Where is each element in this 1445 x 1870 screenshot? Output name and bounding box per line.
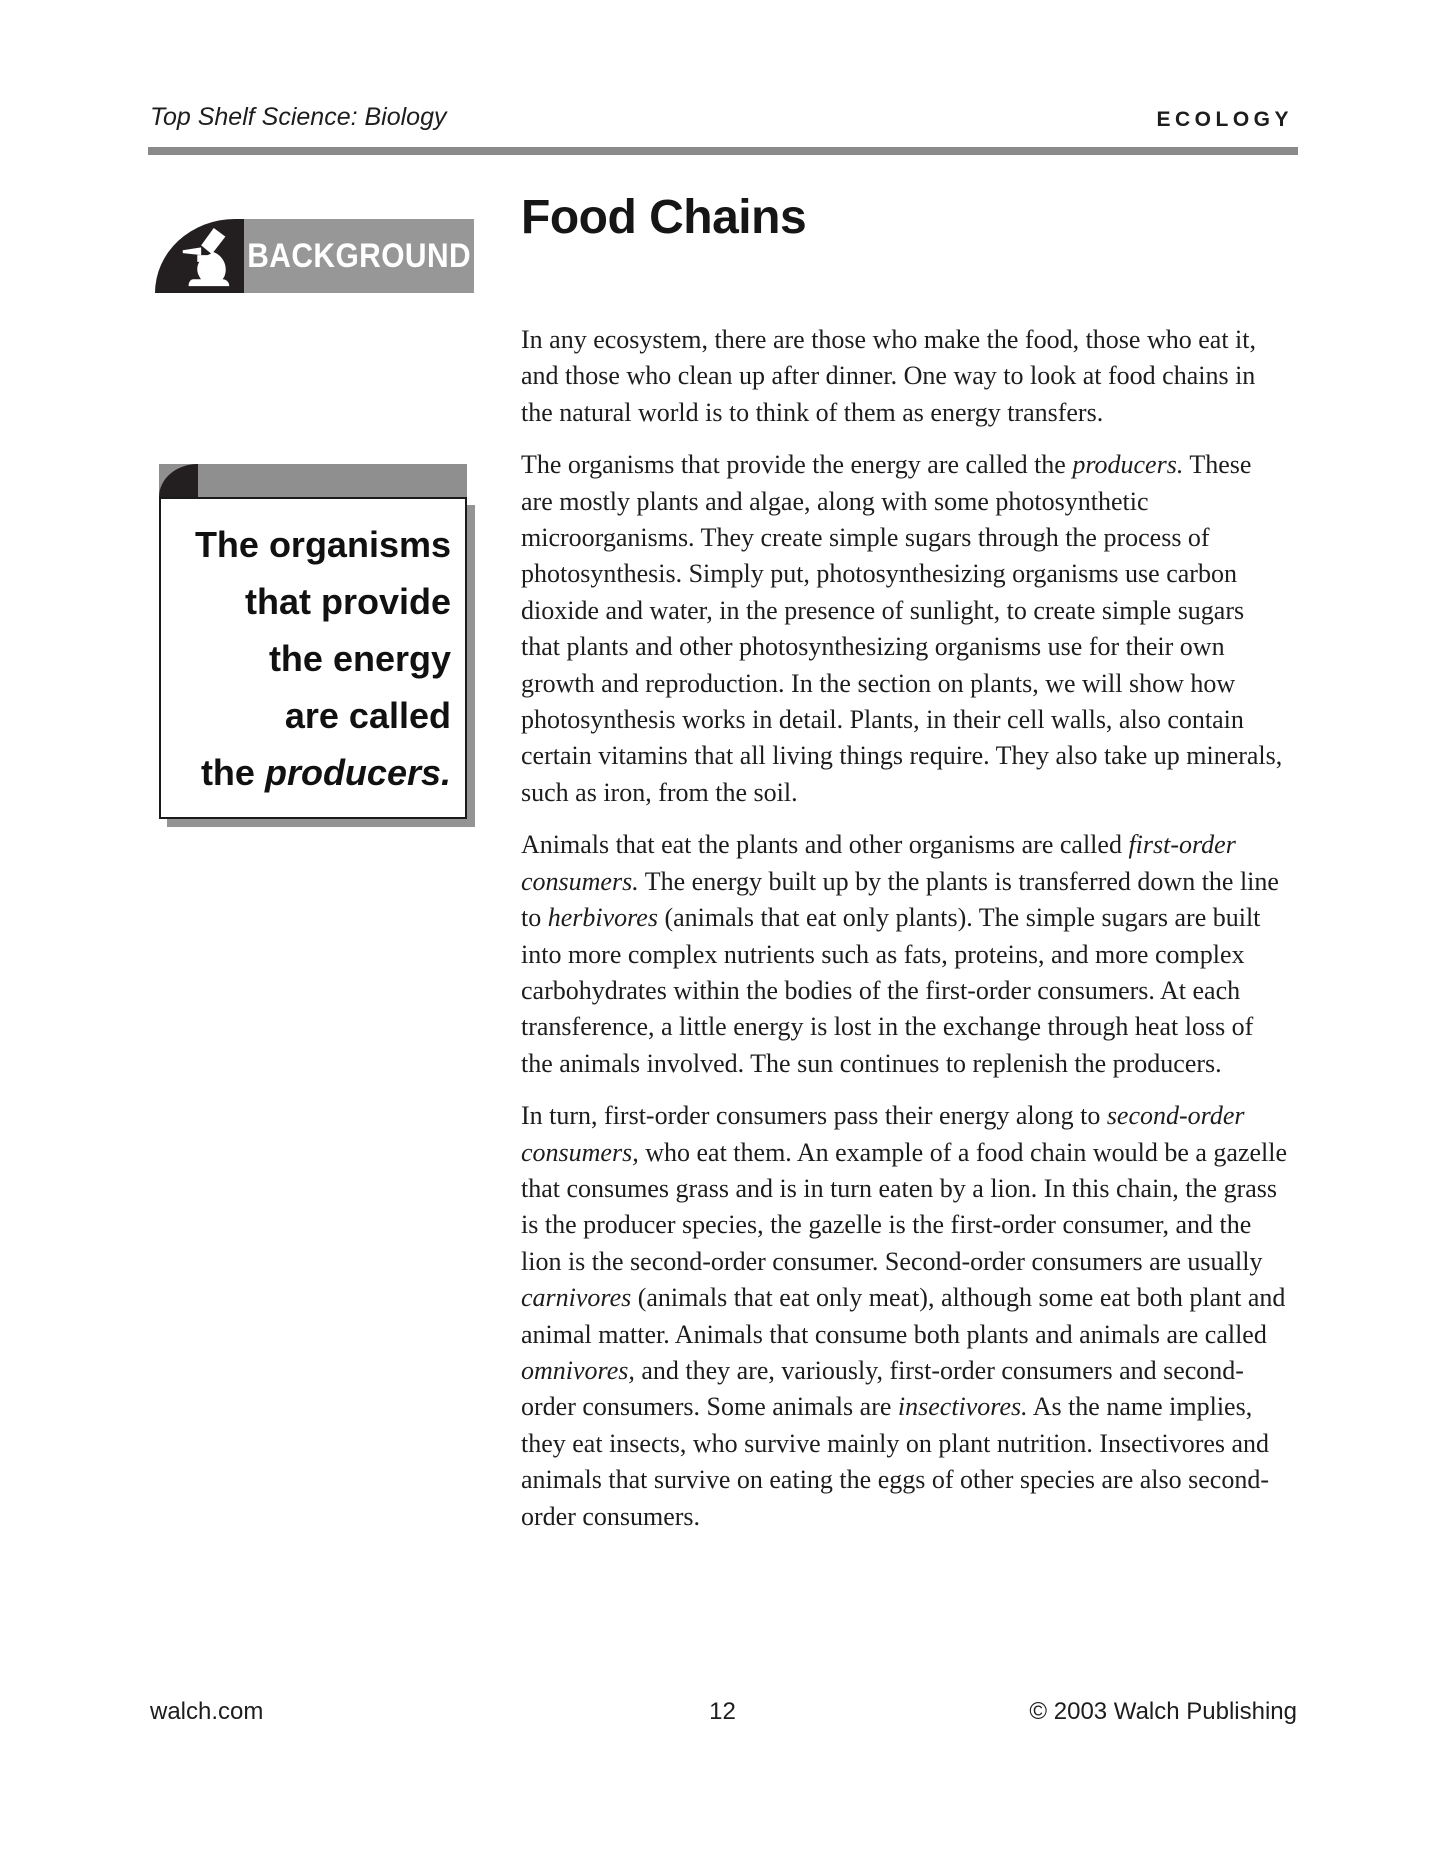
emphasized-text: first-order consumers. [521, 830, 1236, 896]
text-segment: In any ecosystem, there are those who make the food, those who eat it, and those who clean up after dinner. One way to look at food chains in the natural world is to think of them as energy transfers. [521, 325, 1256, 427]
microscope-icon [175, 226, 237, 288]
pull-quote-text [159, 497, 467, 819]
pull-quote-line [169, 687, 451, 744]
emphasized-text: omnivores, [521, 1355, 635, 1385]
emphasized-text: producers. [264, 751, 451, 793]
pull-quote-line [169, 516, 451, 573]
text-segment: and they are, variously, first-order consumers and second-order consumers. Some animals are [521, 1355, 1244, 1422]
emphasized-text: insectivores. [897, 1392, 1028, 1422]
body-paragraph [521, 827, 1289, 1082]
text-segment: As the name implies, they eat insects, who survive mainly on plant nutrition. Insectivores and animals that survive on eating the eggs of other species are also second-order consumers. [521, 1392, 1270, 1531]
text-segment: Animals that eat the plants and other organisms are called [521, 830, 1129, 860]
text-segment: (animals that eat only plants). The simple sugars are built into more complex nutrients such as fats, proteins, and more complex carbohydrates within the bodies of the first-order consumers. At each transference, a little energy is lost in the exchange through heat loss of the animals involved. The sun continues to replenish the producers. [521, 903, 1261, 1078]
text-segment: the [200, 751, 265, 793]
body-paragraph [521, 1098, 1289, 1535]
text-segment: The organisms [194, 523, 451, 565]
pull-quote-line [169, 630, 451, 687]
background-badge [244, 219, 474, 293]
page-number: 12 [709, 1698, 736, 1725]
running-head-section: ECOLOGY [1156, 108, 1293, 131]
pull-quote-top-bar [159, 464, 467, 497]
background-badge-corner [155, 219, 244, 293]
text-segment: (animals that eat only meat), although some eat both plant and animal matter. Animals that consume both plants and animals are called [521, 1283, 1286, 1349]
body-paragraph [521, 447, 1289, 811]
background-badge-label: BACKGROUND [247, 236, 471, 275]
emphasized-text: producers. [1072, 450, 1184, 480]
header-rule [148, 147, 1298, 155]
running-head-book-title: Top Shelf Science: Biology [150, 103, 447, 131]
text-segment: that provide [244, 580, 451, 622]
text-segment: These are mostly plants and algae, along with some photosynthetic microorganisms. They create simple sugars through the process of photosynthesis. Simply put, photosynthesizing organisms use carbon dioxide and water, in the presence of sunlight, to create simple sugars that plants and other photosynthesizing organisms use for their own growth and reproduction. In the section on plants, we will show how photosynthesis works in detail. Plants, in their cell walls, also contain certain vitamins that all living things require. They also take up minerals, such as iron, from the soil. [521, 450, 1283, 807]
text-segment: the energy [268, 637, 451, 679]
article-body [521, 322, 1289, 1535]
footer-copyright: © 2003 Walch Publishing [1029, 1698, 1297, 1725]
pull-quote-line [169, 744, 451, 801]
emphasized-text: herbivores [547, 903, 658, 933]
pull-quote-box [159, 464, 467, 819]
text-segment: In turn, first-order consumers pass their energy along to [521, 1101, 1107, 1131]
emphasized-text: carnivores [521, 1283, 632, 1313]
pull-quote-corner [159, 464, 198, 497]
text-segment: are called [284, 694, 451, 736]
text-segment: The organisms that provide the energy are called the [521, 450, 1073, 480]
body-paragraph [521, 322, 1289, 431]
text-segment: The energy built up by the plants is transferred down the line to [521, 866, 1279, 933]
footer-site: walch.com [150, 1698, 264, 1725]
page-title: Food Chains [521, 191, 807, 244]
emphasized-text: second-order consumers, [521, 1101, 1245, 1167]
pull-quote-line [169, 573, 451, 630]
text-segment: who eat them. An example of a food chain would be a gazelle that consumes grass and is in turn eaten by a lion. In this chain, the grass is the producer species, the gazelle is the first-order consumer, and the lion is the second-order consumer. Second-order consumers are usually [521, 1137, 1288, 1276]
